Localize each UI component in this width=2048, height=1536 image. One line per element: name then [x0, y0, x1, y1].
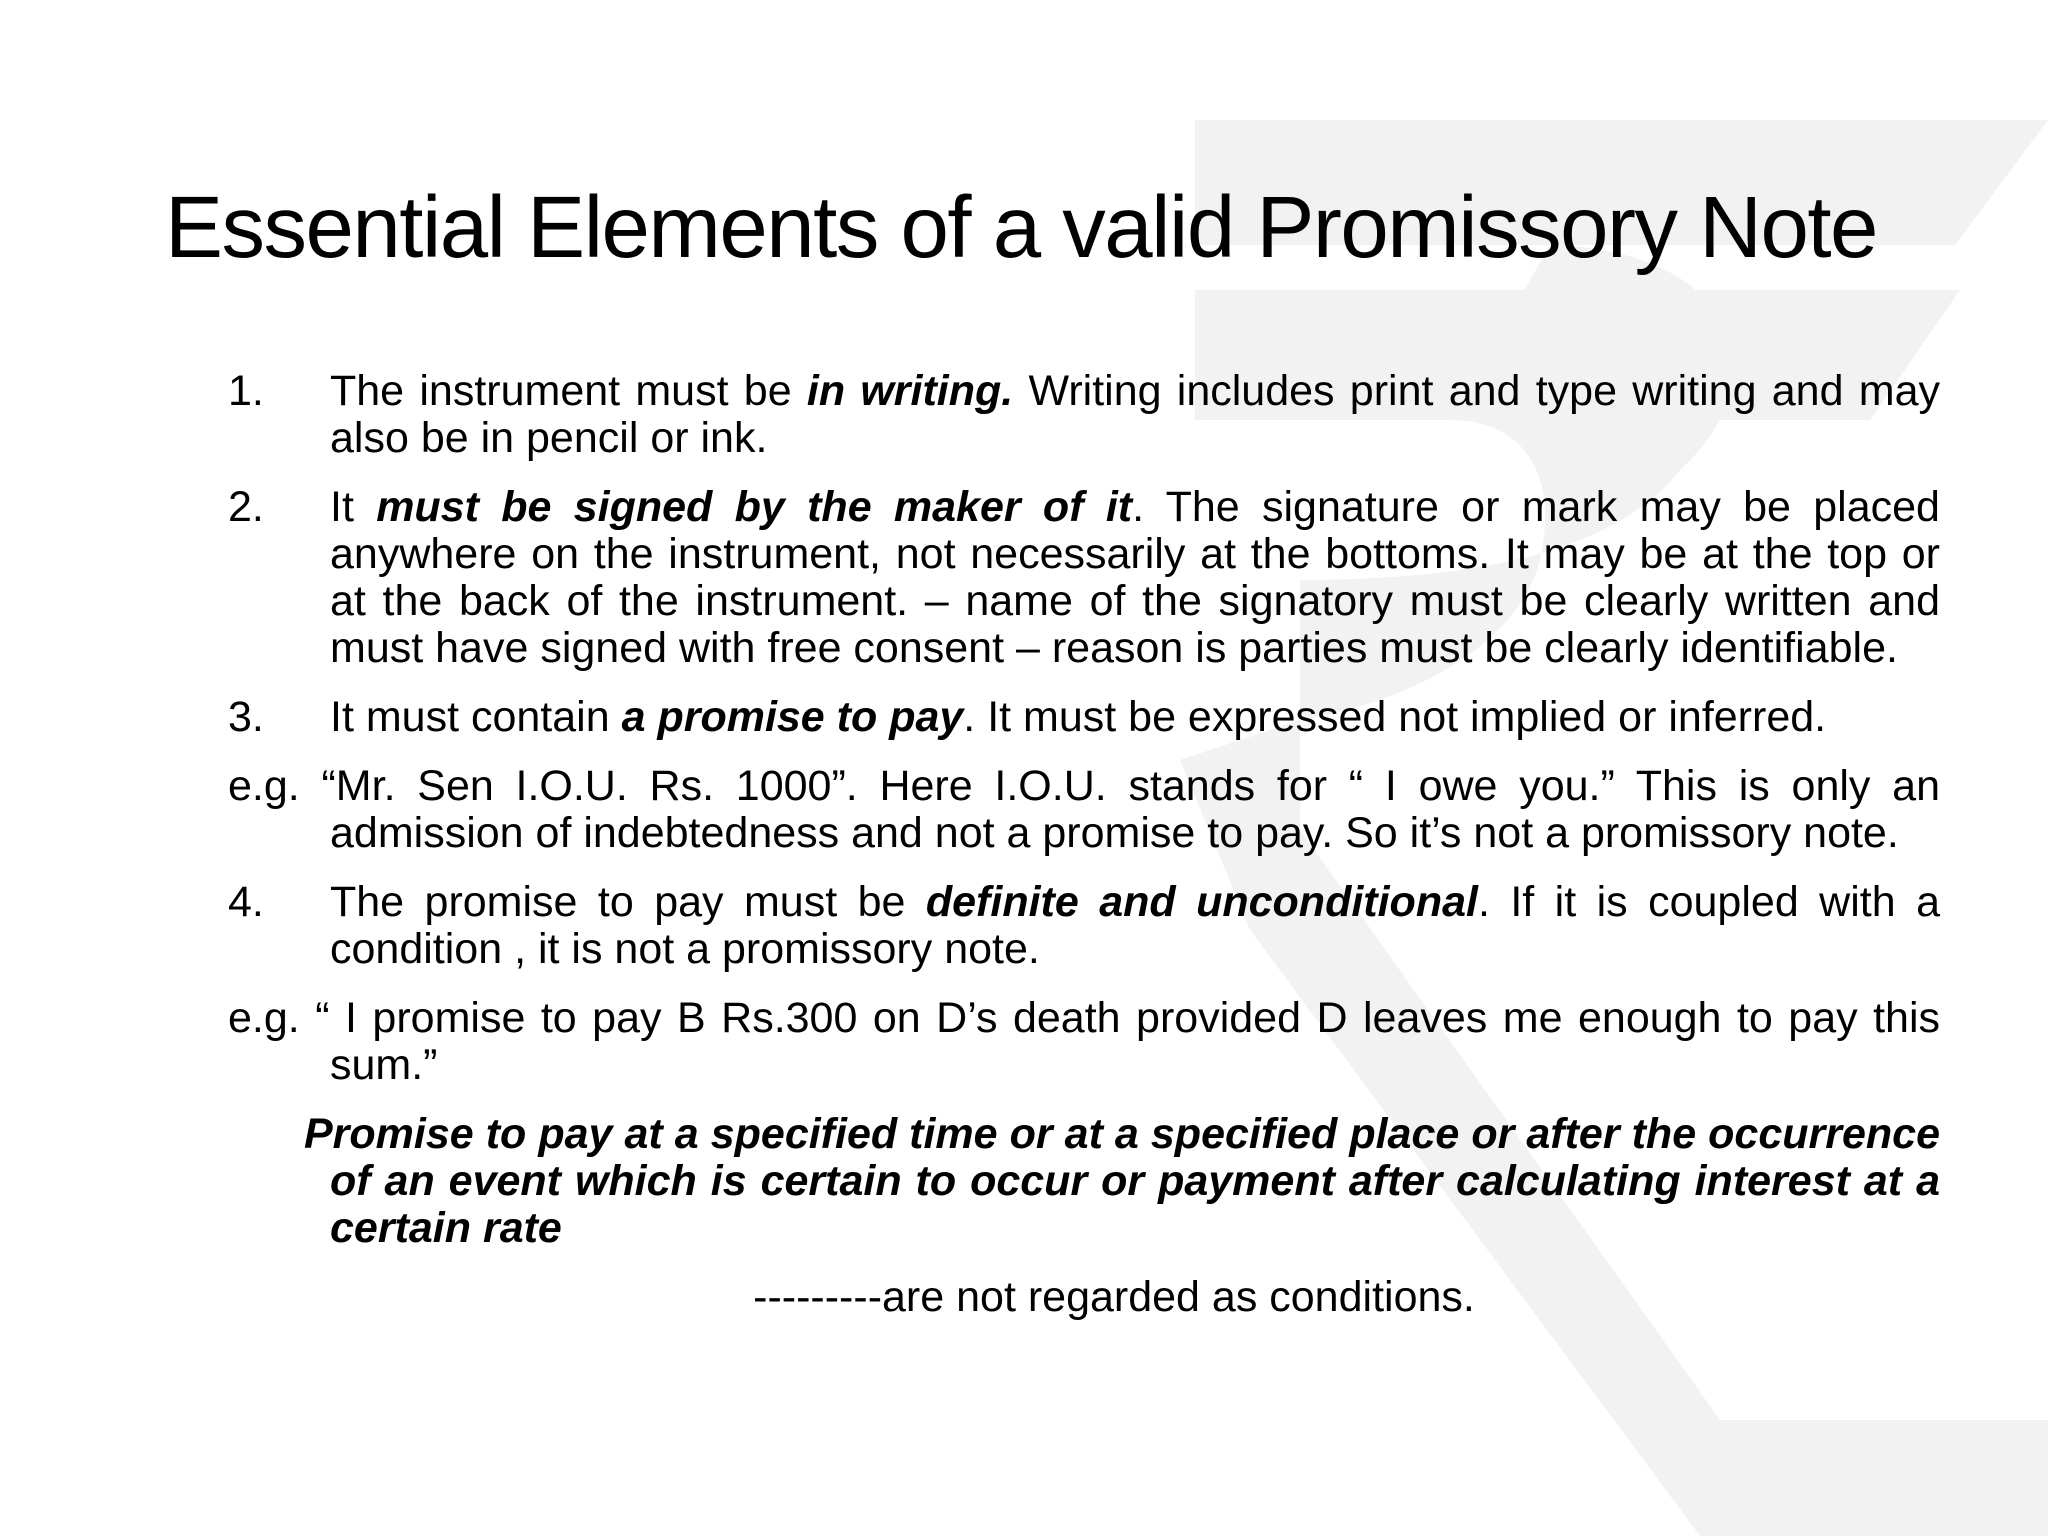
example-lead: e.g.	[228, 762, 300, 810]
list-item-2	[228, 484, 1940, 672]
item-emphasis: a promise to pay	[621, 693, 964, 741]
item-text-rest: Writing includes print and type writing and may also be in pencil or ink.	[330, 367, 1940, 462]
bold-note: Promise to pay at a specified time or at a specified place or after the occurrence of an event which is certain to occur or payment after calculating interest at a certain rate	[304, 1110, 1940, 1252]
item-text-rest: . The signature or mark may be placed anywhere on the instrument, not necessarily at the bottoms. It may be at the top or at the back of the instrument. – name of the signatory must be clearly written and must have signed with free consent – reason is parties must be clearly identifiable.	[330, 483, 1940, 672]
content-list	[228, 368, 1940, 1321]
example-paragraph-2	[228, 995, 1940, 1089]
list-item-1	[228, 368, 1940, 462]
item-emphasis: in writing.	[806, 367, 1014, 415]
item-text	[330, 694, 1940, 741]
item-number: 3.	[228, 693, 264, 741]
item-text	[330, 879, 1940, 973]
example-lead: e.g.	[228, 994, 300, 1042]
item-emphasis: must be signed by the maker of it	[376, 483, 1133, 531]
example-text: “ I promise to pay B Rs.300 on D’s death provided D leaves me enough to pay this sum.”	[315, 994, 1941, 1089]
item-number: 1.	[228, 367, 264, 415]
list-item-4	[228, 879, 1940, 973]
closing-line: ---------are not regarded as conditions.	[753, 1273, 1475, 1321]
item-text-lead: The promise to pay must be	[330, 878, 926, 926]
item-text-rest: . If it is coupled with a condition , it is not a promissory note.	[330, 878, 1940, 973]
item-text	[330, 484, 1940, 672]
list-item-3	[228, 694, 1940, 741]
slide-title: Essential Elements of a valid Promissory Note	[165, 179, 1877, 276]
item-text-rest: . It must be expressed not implied or inferred.	[963, 693, 1827, 741]
item-text	[330, 368, 1940, 462]
item-text-lead: It must contain	[330, 693, 622, 741]
example-text: “Mr. Sen I.O.U. Rs. 1000”. Here I.O.U. stands for “ I owe you.” This is only an admission of indebtedness and not a promise to pay. So it’s not a promissory note.	[321, 762, 1940, 857]
item-text-lead: It	[330, 483, 377, 531]
example-paragraph-1	[228, 763, 1940, 857]
item-number: 2.	[228, 483, 264, 531]
item-number: 4.	[228, 878, 264, 926]
item-text-lead: The instrument must be	[330, 367, 807, 415]
item-emphasis: definite and unconditional	[925, 878, 1478, 926]
